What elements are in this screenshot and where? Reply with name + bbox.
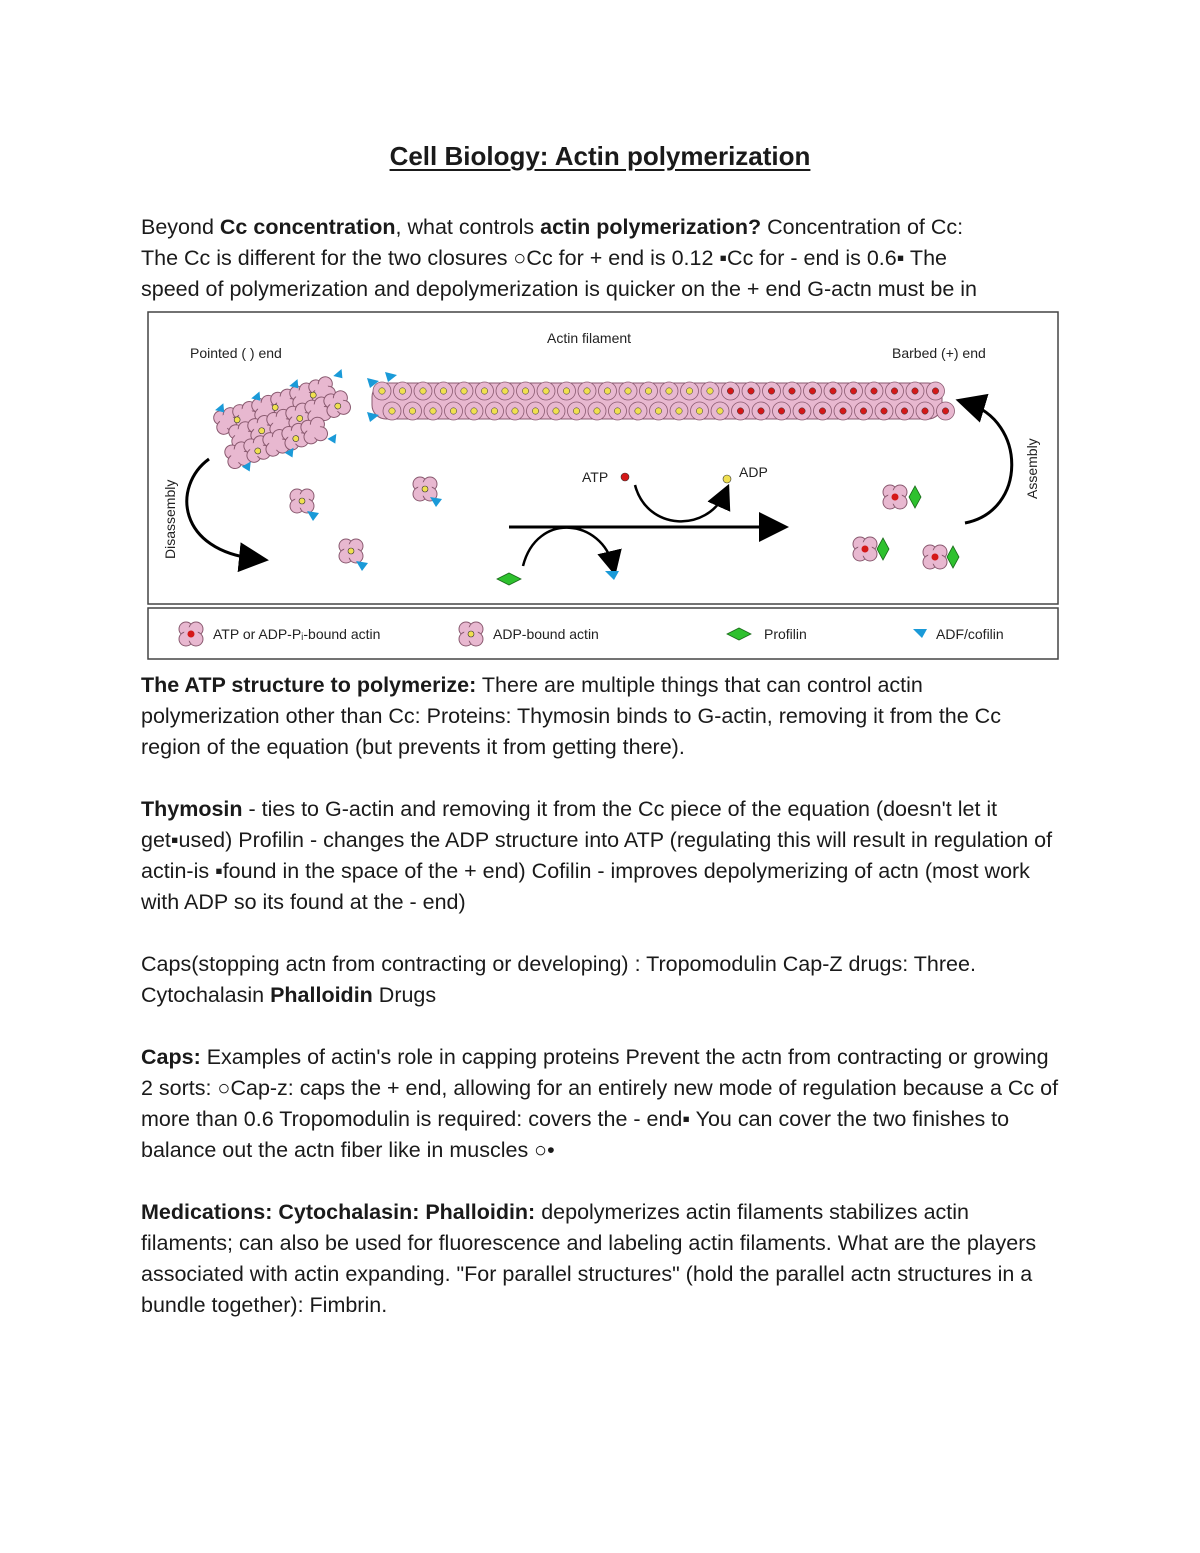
intro-text-2: , what controls bbox=[395, 215, 541, 239]
intro-text-1: Beyond bbox=[141, 215, 220, 239]
atp-label: ATP bbox=[582, 469, 609, 485]
atp-dot bbox=[621, 473, 629, 481]
assembly-label: Assembly bbox=[1024, 438, 1040, 499]
medications-paragraph bbox=[141, 1197, 1061, 1321]
medications-text: depolymerizes actin filaments stabilizes actin filaments; can also be used for fluorescence and labeling actin filaments. What are the players associated with actin expanding. "For parallel structures" (hold the parallel actn structures in a bundle together): Fimbrin. bbox=[141, 1200, 1037, 1317]
page-title: Cell Biology: Actin polymerization bbox=[389, 141, 811, 171]
intro-line-2: The Cc is different for the two closures ○Cc for + end is 0.12 ▪Cc for - end is 0.6▪ The bbox=[141, 246, 947, 270]
intro-line-3: speed of polymerization and depolymerization is quicker on the + end G-actn must be in bbox=[141, 277, 977, 301]
legend-profilin bbox=[727, 626, 807, 642]
atp-structure-heading: The ATP structure to polymerize: bbox=[141, 673, 477, 697]
disassembly-label: Disassembly bbox=[162, 479, 178, 559]
intro-text-3: Concentration of Cc: bbox=[761, 215, 964, 239]
adp-dot bbox=[723, 475, 731, 483]
caps-list-paragraph bbox=[141, 949, 1061, 1011]
pointed-end-label: Pointed ( ) end bbox=[190, 345, 282, 361]
legend-adp-actin-label: ADP-bound actin bbox=[493, 626, 599, 642]
adp-label: ADP bbox=[739, 464, 768, 480]
caps-list-text-2: Drugs bbox=[372, 983, 437, 1007]
atp-structure-paragraph bbox=[141, 670, 1061, 763]
legend-profilin-label: Profilin bbox=[764, 626, 807, 642]
caps-paragraph bbox=[141, 1042, 1061, 1166]
medications-heading: Medications: Cytochalasin: Phalloidin: bbox=[141, 1200, 536, 1224]
legend-atp-actin-label: ATP or ADP-Pᵢ-bound actin bbox=[213, 626, 381, 642]
caps-list-text-1: Caps(stopping actn from contracting or developing) : Tropomodulin Cap-Z drugs: Three. Cytochalasin bbox=[141, 952, 976, 1007]
intro-bold-1: Cc concentration bbox=[219, 215, 396, 239]
thymosin-paragraph bbox=[141, 794, 1061, 918]
intro-bold-2: actin polymerization? bbox=[540, 215, 762, 239]
thymosin-heading: Thymosin bbox=[141, 797, 243, 821]
caps-list-bold: Phalloidin bbox=[270, 983, 373, 1007]
atp-structure-text: There are multiple things that can control actin polymerization other than Cc: Proteins: Thymosin binds to G-actin, removing it from the Cc region of the equation (but prevents it from getting there). bbox=[141, 673, 1001, 759]
actin-polymerization-figure bbox=[147, 311, 1060, 661]
barbed-end-label: Barbed (+) end bbox=[892, 345, 986, 361]
figure-svg bbox=[147, 311, 1060, 661]
caps-text: Examples of actin's role in capping proteins Prevent the actn from contracting or growing 2 sorts: ○Cap-z: caps the + end, allowing for an entirely new mode of regulation because a Cc of more than 0.6 Tropomodulin is required: covers the - end▪ You can cover the two finishes to balance out the actn fiber like in muscles ○• bbox=[141, 1045, 1059, 1162]
actin-filament-label: Actin filament bbox=[547, 330, 632, 346]
legend-cofilin-label: ADF/cofilin bbox=[936, 626, 1004, 642]
thymosin-text: - ties to G-actin and removing it from the Cc piece of the equation (doesn't let it get▪used) Profilin - changes the ADP structure into ATP (regulating this will result in regulation of actin-is ▪found in the space of the + end) Cofilin - improves depolymerizing of actn (most work with ADP so its found at the - end) bbox=[141, 797, 1053, 914]
caps-heading: Caps: bbox=[141, 1045, 201, 1069]
intro-paragraph bbox=[141, 212, 1061, 305]
